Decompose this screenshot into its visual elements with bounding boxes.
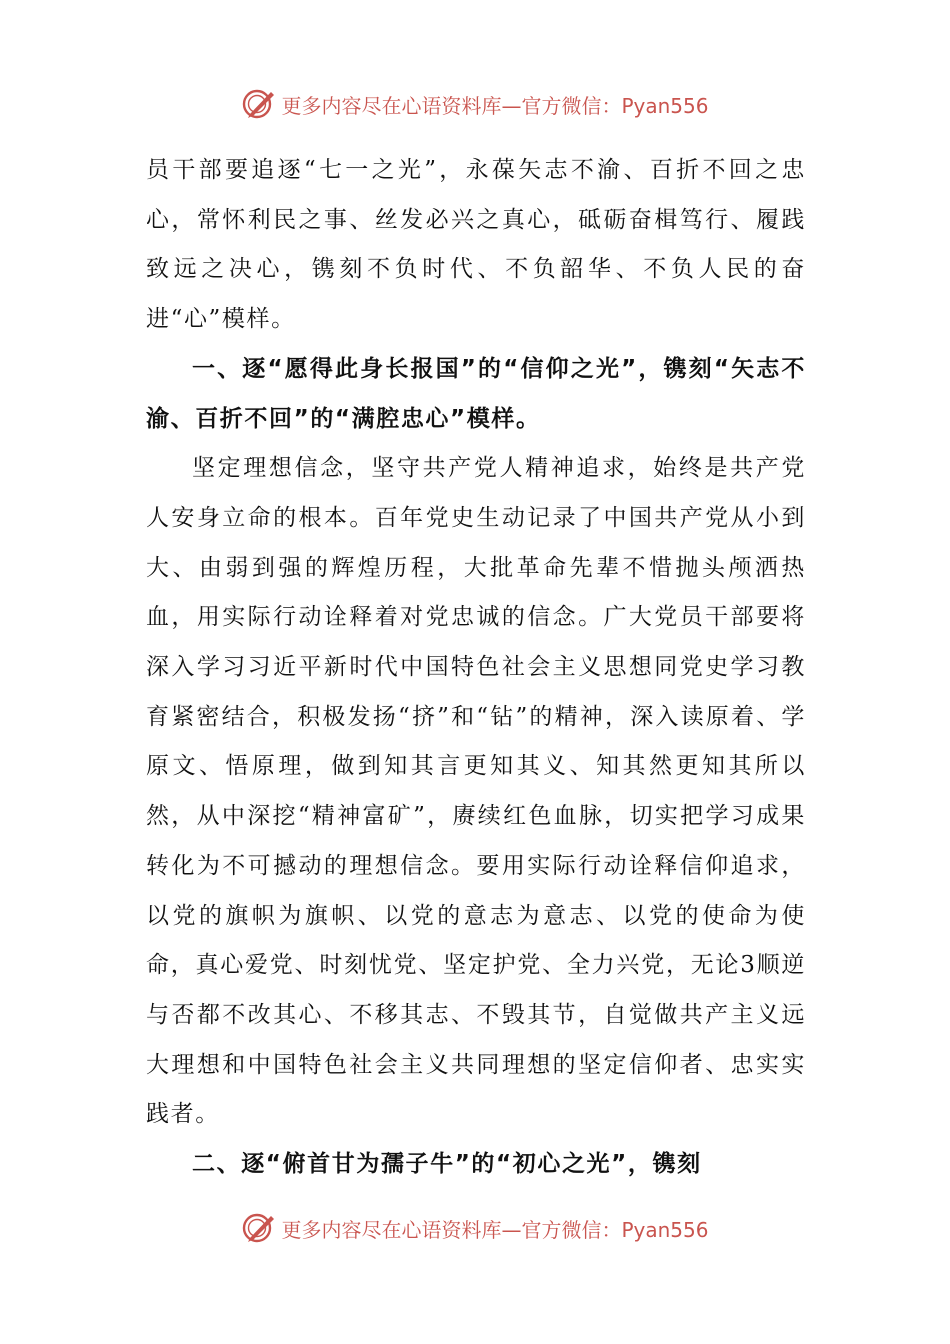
section-heading-1: 一、逐“愿得此身长报国”的“信仰之光”，镌刻“矢志不渝、百折不回”的“满腔忠心”模样。: [146, 355, 806, 432]
document-body: [146, 146, 806, 1190]
paragraph-1: 员干部要追逐“七一之光”，永葆矢志不渝、百折不回之忠心，常怀利民之事、丝发必兴之真心，砥砺奋楫笃行、履践致远之决心，镌刻不负时代、不负韶华、不负人民的奋进“心”模样。: [146, 157, 806, 333]
pen-logo-icon: [241, 86, 277, 122]
banner-text: 更多内容尽在心语资料库—官方微信：Pyan556: [281, 93, 709, 118]
header-banner: [0, 84, 950, 124]
banner-text: 更多内容尽在心语资料库—官方微信：Pyan556: [281, 1217, 709, 1242]
pen-logo-icon: [241, 1210, 277, 1246]
footer-banner: [0, 1208, 950, 1248]
paragraph-2: 坚定理想信念，坚守共产党人精神追求，始终是共产党人安身立命的根本。百年党史生动记录了中国共产党从小到大、由弱到强的辉煌历程，大批革命先辈不惜抛头颅洒热血，用实际行动诠释着对党忠诚的信念。广大党员干部要将深入学习习近平新时代中国特色社会主义思想同党史学习教育紧密结合，积极发扬“挤”和“钻”的精神，深入读原着、学原文、悟原理，做到知其言更知其义、知其然更知其所以然，从中深挖“精神富矿”，赓续红色血脉，切实把学习成果转化为不可撼动的理想信念。要用实际行动诠释信仰追求，以党的旗帜为旗帜、以党的意志为意志、以党的使命为使命，真心爱党、时刻忧党、坚定护党、全力兴党，无论3顺逆与否都不改其心、不移其志、不毁其节，自觉做共产主义远大理想和中国特色社会主义共同理想的坚定信仰者、忠实实践者。: [146, 455, 806, 1128]
section-heading-2: 二、逐“俯首甘为孺子牛”的“初心之光”，镌刻: [192, 1151, 702, 1178]
